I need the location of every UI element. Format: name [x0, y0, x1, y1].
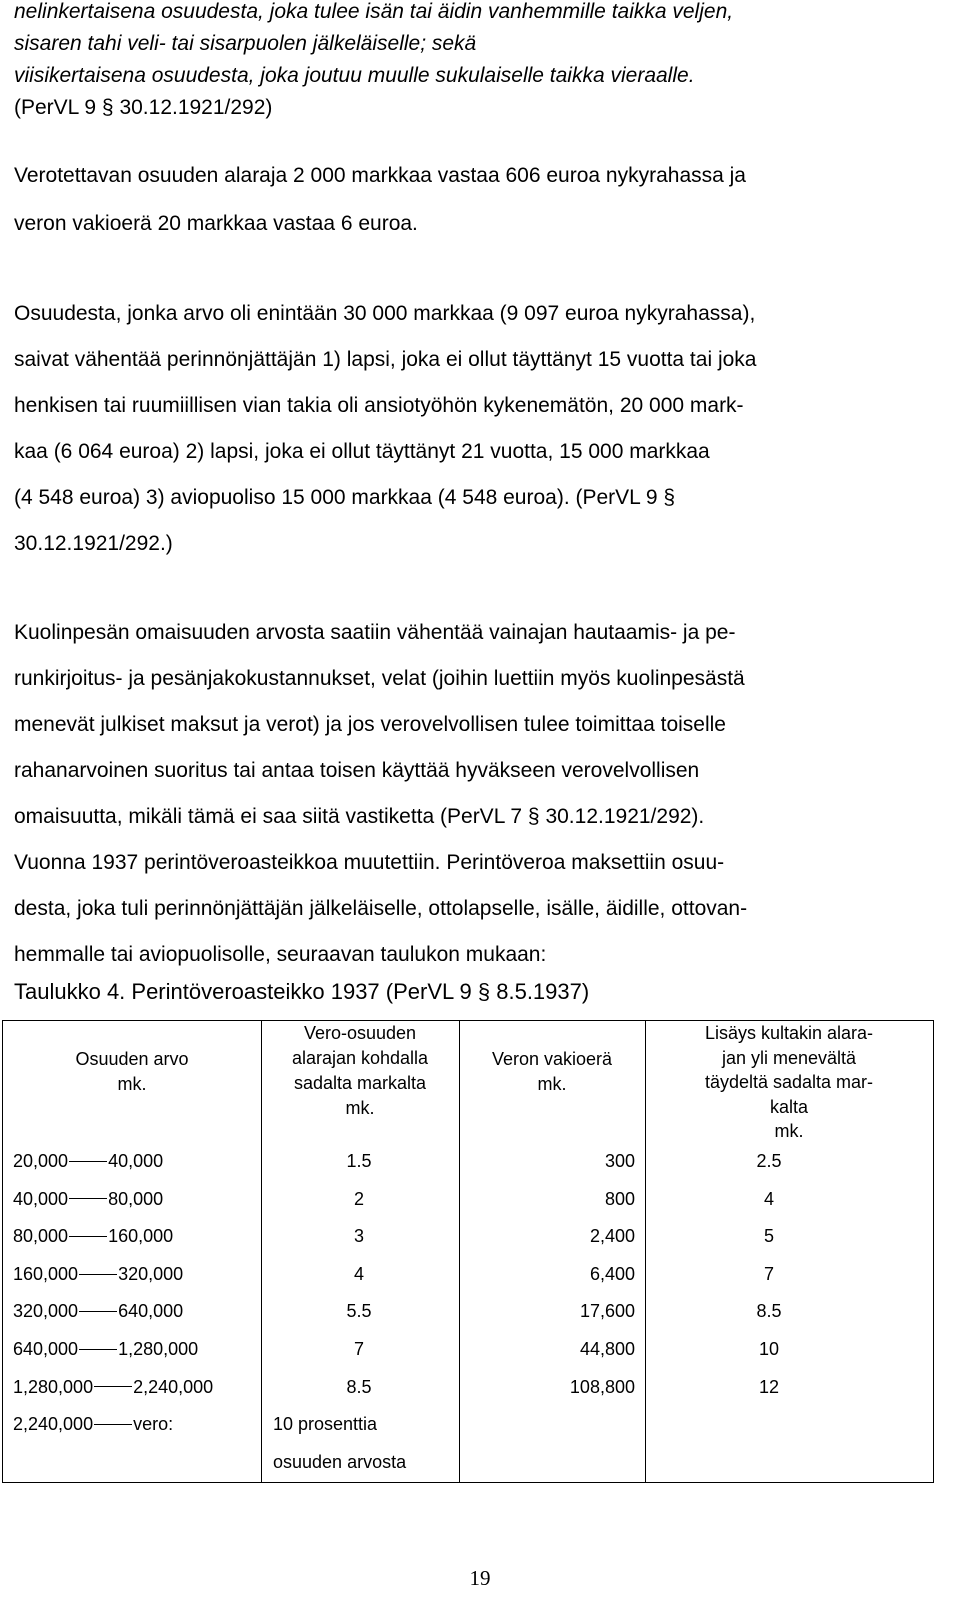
header-line: mk.: [774, 1121, 804, 1141]
header-line: mk.: [537, 1074, 567, 1094]
limit-paragraph: [14, 152, 944, 248]
page-number: 19: [469, 1566, 491, 1590]
table-cell-rate: 1.5: [346, 1151, 372, 1171]
table-cell-base: 800: [604, 1188, 635, 1209]
range-from: 1,280,000: [13, 1376, 94, 1397]
table-cell-increment: 10: [758, 1339, 780, 1359]
range-to: 1,280,000: [118, 1339, 199, 1359]
range-to: 160,000: [108, 1226, 174, 1247]
table-cell-increment: 7: [763, 1263, 774, 1284]
table-cell-rate: 2: [353, 1188, 364, 1209]
table-cell-range: [13, 1299, 183, 1323]
range-to: 40,000: [108, 1151, 164, 1171]
range-to: vero:: [133, 1414, 174, 1435]
range-to: 320,000: [118, 1263, 184, 1284]
deduction-line: saivat vähentää perinnönjättäjän 1) lapsi, joka ei ollut täyttänyt 15 vuotta tai joka: [14, 348, 757, 371]
table-cell-range: [13, 1187, 163, 1211]
table-cell-increment: 4: [763, 1188, 774, 1209]
table-cell-range: [13, 1375, 213, 1399]
header-line: kalta: [769, 1096, 809, 1117]
range-from: 40,000: [13, 1188, 69, 1209]
intro-line: nelinkertaisena osuudesta, joka tulee isän tai äidin vanhemmille taikka veljen,: [14, 0, 734, 23]
limit-line: Verotettavan osuuden alaraja 2 000 markkaa vastaa 606 euroa nykyrahassa ja: [14, 164, 746, 187]
range-from: 20,000: [13, 1151, 69, 1171]
range-dash: [79, 1274, 117, 1275]
header-line: mk.: [345, 1098, 375, 1118]
table-cell-base: 300: [604, 1151, 635, 1171]
estate-line: runkirjoitus- ja pesänjakokustannukset, velat (joihin luettiin myös kuolinpesästä: [14, 667, 745, 690]
header-line: sadalta markalta: [293, 1073, 427, 1093]
range-from: 160,000: [13, 1263, 79, 1284]
range-from: 2,240,000: [13, 1414, 94, 1435]
deduction-line: Osuudesta, jonka arvo oli enintään 30 000 markkaa (9 097 euroa nykyrahassa),: [14, 302, 756, 325]
deduction-line: 30.12.1921/292.): [14, 532, 173, 555]
table-cell-base: 17,600: [579, 1301, 635, 1322]
range-from: 640,000: [13, 1339, 79, 1359]
header-line: alarajan kohdalla: [291, 1048, 429, 1068]
deduction-line: henkisen tai ruumiillisen vian takia oli ansiotyöhön kykenemätön, 20 000 mark-: [14, 394, 744, 417]
range-dash: [69, 1161, 107, 1162]
table-cell-increment: 8.5: [756, 1301, 782, 1322]
range-dash: [69, 1236, 107, 1237]
range-from: 80,000: [13, 1226, 69, 1247]
range-to: 640,000: [118, 1301, 184, 1322]
header-line: Lisäys kultakin alara-: [704, 1023, 874, 1043]
estate-paragraph: [14, 610, 944, 978]
table-cell-rate: 5.5: [346, 1301, 372, 1322]
table-cell-range: [13, 1262, 183, 1286]
table-cell-rate: 3: [353, 1226, 364, 1247]
estate-line: rahanarvoinen suoritus tai antaa toisen käyttää hyväkseen verovelvollisen: [14, 759, 700, 782]
intro-line: sisaren tahi veli- tai sisarpuolen jälkeläiselle; sekä: [14, 32, 477, 55]
estate-line: menevät julkiset maksut ja verot) ja jos verovelvollisen tulee toimittaa toiselle: [14, 713, 726, 736]
deduction-paragraph: [14, 291, 944, 567]
header-increment: [645, 1021, 933, 1144]
range-dash: [79, 1349, 117, 1350]
header-share-value: [3, 1047, 261, 1097]
table-cell-range: [13, 1412, 173, 1436]
header-line: Veron vakioerä: [491, 1049, 613, 1069]
estate-line: desta, joka tuli perinnönjättäjän jälkeläiselle, ottolapselle, isälle, äidille, ottovan-: [14, 897, 748, 920]
estate-line: Kuolinpesän omaisuuden arvosta saatiin vähentää vainajan hautaamis- ja pe-: [14, 621, 736, 644]
limit-line: veron vakioerä 20 markkaa vastaa 6 euroa.: [14, 212, 418, 235]
estate-line: omaisuutta, mikäli tämä ei saa siitä vastiketta (PerVL 7 § 30.12.1921/292).: [14, 805, 705, 828]
table-cell-base: 6,400: [589, 1263, 635, 1284]
range-to: 80,000: [108, 1188, 164, 1209]
table-cell-base: 44,800: [579, 1339, 635, 1359]
table-cell-note: osuuden arvosta: [273, 1451, 407, 1472]
range-dash: [69, 1198, 107, 1199]
table-cell-increment: 5: [763, 1226, 774, 1247]
table-caption: Taulukko 4. Perintöveroasteikko 1937 (PerVL 9 § 8.5.1937): [14, 979, 590, 1004]
table-cell-base: 108,800: [569, 1376, 635, 1397]
header-line: Vero-osuuden: [303, 1023, 417, 1043]
range-dash: [79, 1311, 117, 1312]
deduction-line: (4 548 euroa) 3) aviopuoliso 15 000 markkaa (4 548 euroa). (PerVL 9 §: [14, 486, 676, 509]
deduction-line: kaa (6 064 euroa) 2) lapsi, joka ei ollut täyttänyt 21 vuotta, 15 000 markkaa: [14, 440, 710, 463]
intro-paragraph: [14, 0, 944, 124]
tax-scale-table: [2, 1020, 934, 1483]
estate-line: hemmalle tai aviopuolisolle, seuraavan taulukon mukaan:: [14, 943, 547, 966]
header-tax-rate: [261, 1021, 459, 1121]
header-line: täydeltä sadalta mar-: [704, 1072, 874, 1092]
table-cell-range: [13, 1224, 173, 1248]
range-to: 2,240,000: [133, 1376, 214, 1397]
header-line: jan yli menevältä: [721, 1047, 857, 1068]
table-cell-rate: 4: [353, 1263, 364, 1284]
range-dash: [94, 1424, 132, 1425]
header-line: Osuuden arvo: [75, 1049, 189, 1069]
estate-line: Vuonna 1937 perintöveroasteikkoa muutettiin. Perintöveroa maksettiin osuu-: [14, 851, 725, 874]
table-cell-range: [13, 1149, 163, 1173]
table-cell-note: 10 prosenttia: [273, 1414, 378, 1435]
table-cell-base: 2,400: [589, 1226, 635, 1247]
header-base-tax: [459, 1047, 645, 1097]
table-cell-rate: 8.5: [346, 1376, 372, 1397]
header-line: mk.: [117, 1074, 147, 1094]
table-cell-range: [13, 1337, 198, 1361]
table-cell-increment: 12: [758, 1376, 780, 1397]
table-cell-increment: 2.5: [756, 1151, 782, 1171]
table-cell-rate: 7: [353, 1339, 364, 1359]
intro-reference: (PerVL 9 § 30.12.1921/292): [14, 96, 273, 119]
range-dash: [94, 1386, 132, 1387]
range-from: 320,000: [13, 1301, 79, 1322]
intro-line: viisikertaisena osuudesta, joka joutuu muulle sukulaiselle taikka vieraalle.: [14, 64, 695, 87]
